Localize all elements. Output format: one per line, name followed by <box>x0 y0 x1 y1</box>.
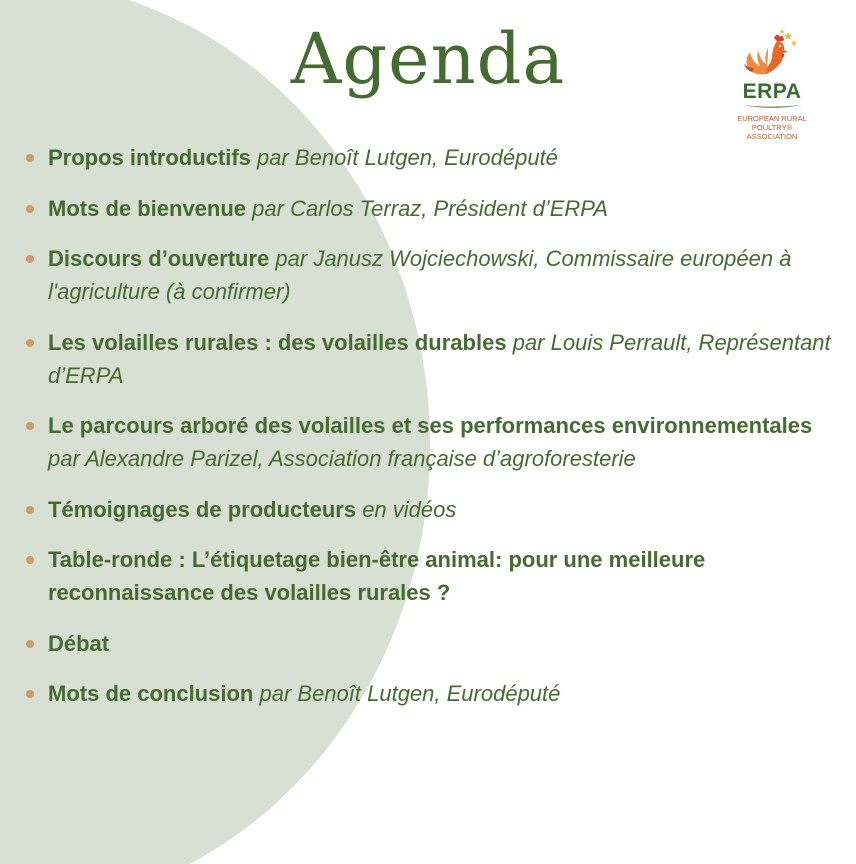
agenda-item-title: Propos introductifs <box>48 145 251 170</box>
agenda-item <box>24 326 844 392</box>
agenda-item <box>24 141 844 174</box>
agenda-item-title: Le parcours arboré des volailles et ses performances environnementales <box>48 413 813 438</box>
logo-subtitle-line1: EUROPEAN RURAL POULTRY® <box>737 114 807 132</box>
agenda-item-title: Table-ronde : L’étiquetage bien-être animal: pour une meilleure reconnaissance des volailles rurales ? <box>48 547 706 605</box>
agenda-item-detail: par Benoît Lutgen, Eurodéputé <box>257 145 558 170</box>
agenda-item-title: Mots de bienvenue <box>48 195 247 221</box>
bullet-icon <box>26 205 34 213</box>
agenda-item-title: Discours d’ouverture <box>48 246 270 271</box>
bullet-icon <box>26 154 34 162</box>
swoosh-icon <box>742 104 802 110</box>
rooster-icon <box>722 28 822 84</box>
agenda-item-title: Mots de conclusion <box>48 681 254 706</box>
bullet-icon <box>26 690 34 698</box>
bullet-icon <box>26 556 34 564</box>
agenda-item-detail: par Carlos Terraz, Président d’ERPA <box>252 195 608 221</box>
agenda-item <box>24 192 844 225</box>
erpa-logo <box>722 28 822 141</box>
agenda-item <box>24 493 844 526</box>
logo-wordmark: ERPA <box>742 80 802 103</box>
agenda-item-detail: par Louis Perrault, Représentant d’ERPA <box>48 329 831 388</box>
bullet-icon <box>26 506 34 514</box>
agenda-item-detail: en vidéos <box>362 496 457 522</box>
bullet-icon <box>26 339 34 347</box>
agenda-item-detail: par Janusz Wojciechowski, Commissaire européen à l'agriculture (à confirmer) <box>48 246 792 304</box>
agenda-item <box>24 627 844 660</box>
agenda-item <box>24 677 844 710</box>
bullet-icon <box>26 422 34 430</box>
page-title: Agenda <box>290 18 566 100</box>
agenda-item-title: Les volailles rurales : des volailles durables <box>48 329 507 355</box>
agenda-item <box>24 409 844 475</box>
agenda-item <box>24 242 844 308</box>
agenda-item-detail: par Benoît Lutgen, Eurodéputé <box>259 681 561 706</box>
logo-subtitle-line2: ASSOCIATION <box>746 132 798 141</box>
logo-subtitle <box>722 114 822 141</box>
bullet-icon <box>26 640 34 648</box>
agenda-item <box>24 543 844 609</box>
bullet-icon <box>26 255 34 263</box>
agenda-list <box>24 141 844 728</box>
agenda-item-detail: par Alexandre Parizel, Association française d’agroforesterie <box>48 446 636 471</box>
agenda-item-title: Témoignages de producteurs <box>48 496 357 522</box>
agenda-item-title: Débat <box>48 630 110 656</box>
